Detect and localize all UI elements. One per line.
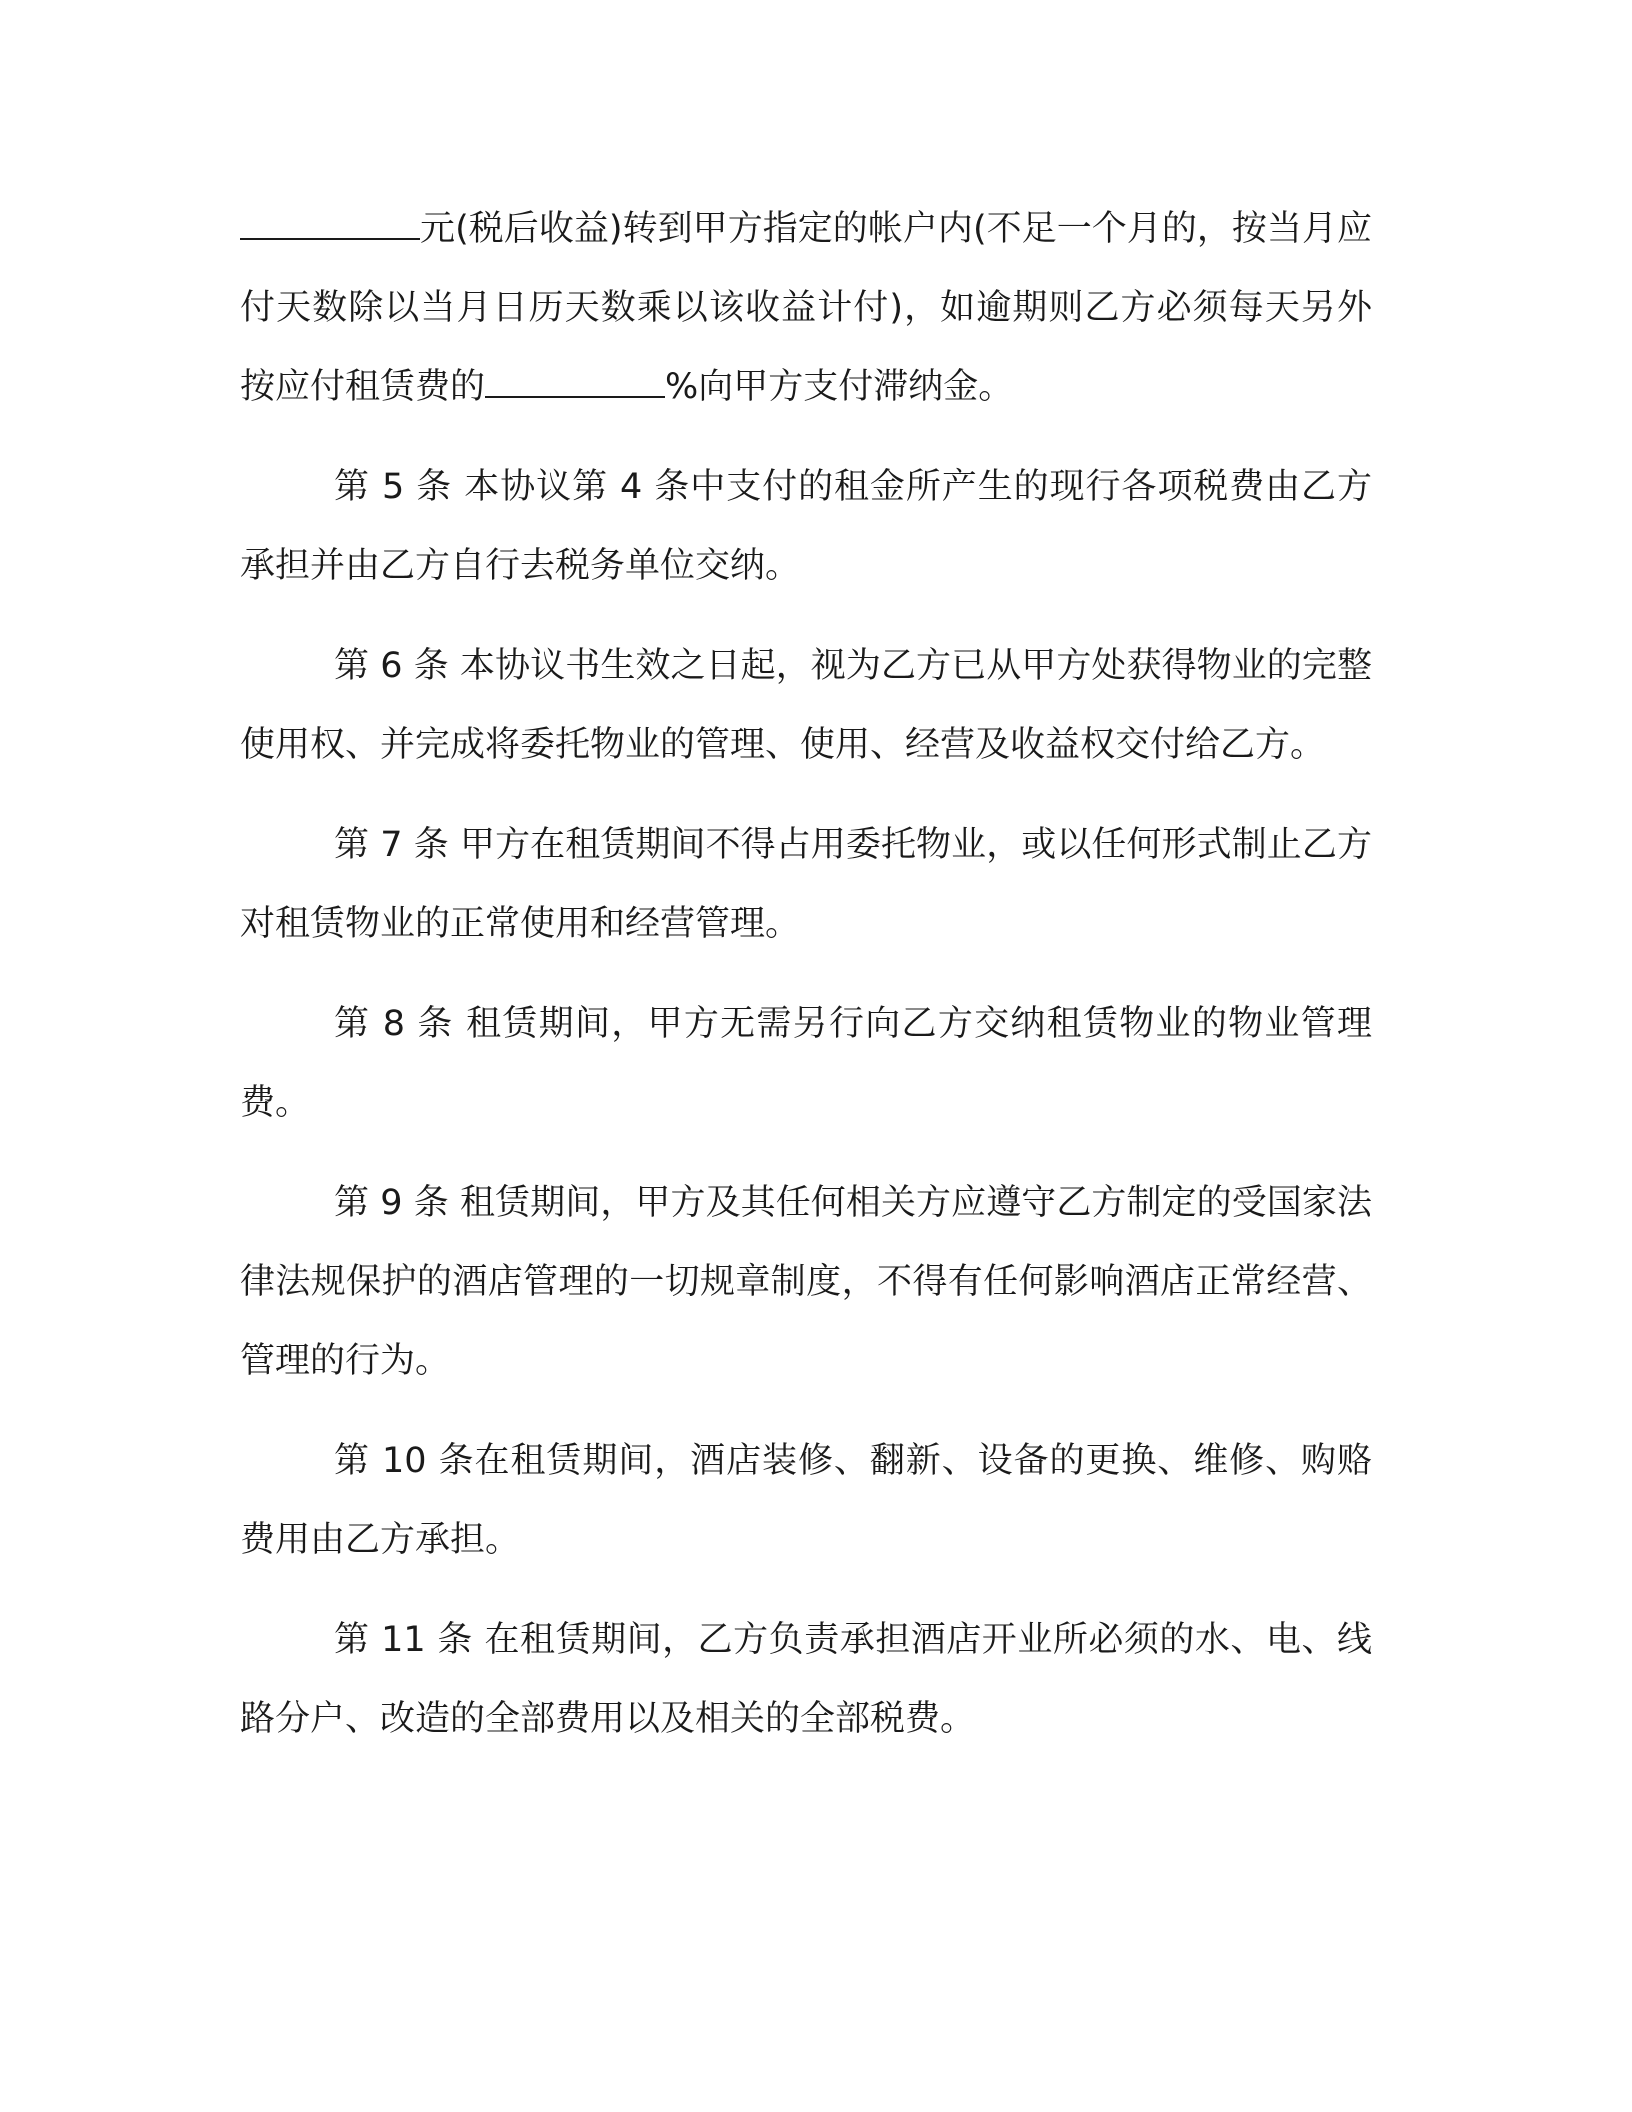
- document-body: [240, 190, 1372, 1780]
- fill-in-blank-amount: [240, 203, 420, 240]
- article-label: 第 5 条: [334, 467, 453, 507]
- article-text: 租赁期间，甲方无需另行向乙方交纳租赁物业的物业管理费。: [240, 1004, 1372, 1123]
- article-text: 在租赁期间，乙方负责承担酒店开业所必须的水、电、线路分户、改造的全部费用以及相关的全部税费。: [240, 1620, 1372, 1739]
- article-7: [240, 806, 1372, 964]
- fill-in-blank-percent: [485, 361, 665, 398]
- article-label: 第 7 条: [334, 825, 449, 865]
- article-10: [240, 1422, 1372, 1580]
- article-11: [240, 1601, 1372, 1759]
- article-label: 第 10 条: [334, 1441, 475, 1481]
- article-9: [240, 1164, 1372, 1401]
- article-label: 第 9 条: [334, 1183, 449, 1223]
- article-label: 第 11 条: [334, 1620, 473, 1660]
- continuation-text-1: 元(税后收益)转到甲方指定的帐户内(不足一个月的，按当月应付天数除以当月日历天数乘以该收益计付)，如逾期则乙方必须每天另外按应付租赁费的: [240, 209, 1372, 407]
- continuation-text-2: %向甲方支付滞纳金。: [665, 367, 1014, 407]
- article-text: 甲方在租赁期间不得占用委托物业，或以任何形式制止乙方对租赁物业的正常使用和经营管理。: [240, 825, 1372, 944]
- article-text: 在租赁期间，酒店装修、翻新、设备的更换、维修、购赂费用由乙方承担。: [240, 1441, 1372, 1560]
- article-text: 租赁期间，甲方及其任何相关方应遵守乙方制定的受国家法律法规保护的酒店管理的一切规章制度，不得有任何影响酒店正常经营、管理的行为。: [240, 1183, 1372, 1381]
- article-label: 第 6 条: [334, 646, 449, 686]
- article-5: [240, 448, 1372, 606]
- article-label: 第 8 条: [334, 1004, 454, 1044]
- article-text: 本协议第 4 条中支付的租金所产生的现行各项税费由乙方承担并由乙方自行去税务单位交纳。: [240, 467, 1372, 586]
- article-6: [240, 627, 1372, 785]
- continuation-paragraph: [240, 190, 1372, 427]
- article-text: 本协议书生效之日起，视为乙方已从甲方处获得物业的完整使用权、并完成将委托物业的管理、使用、经营及收益权交付给乙方。: [240, 646, 1372, 765]
- article-8: [240, 985, 1372, 1143]
